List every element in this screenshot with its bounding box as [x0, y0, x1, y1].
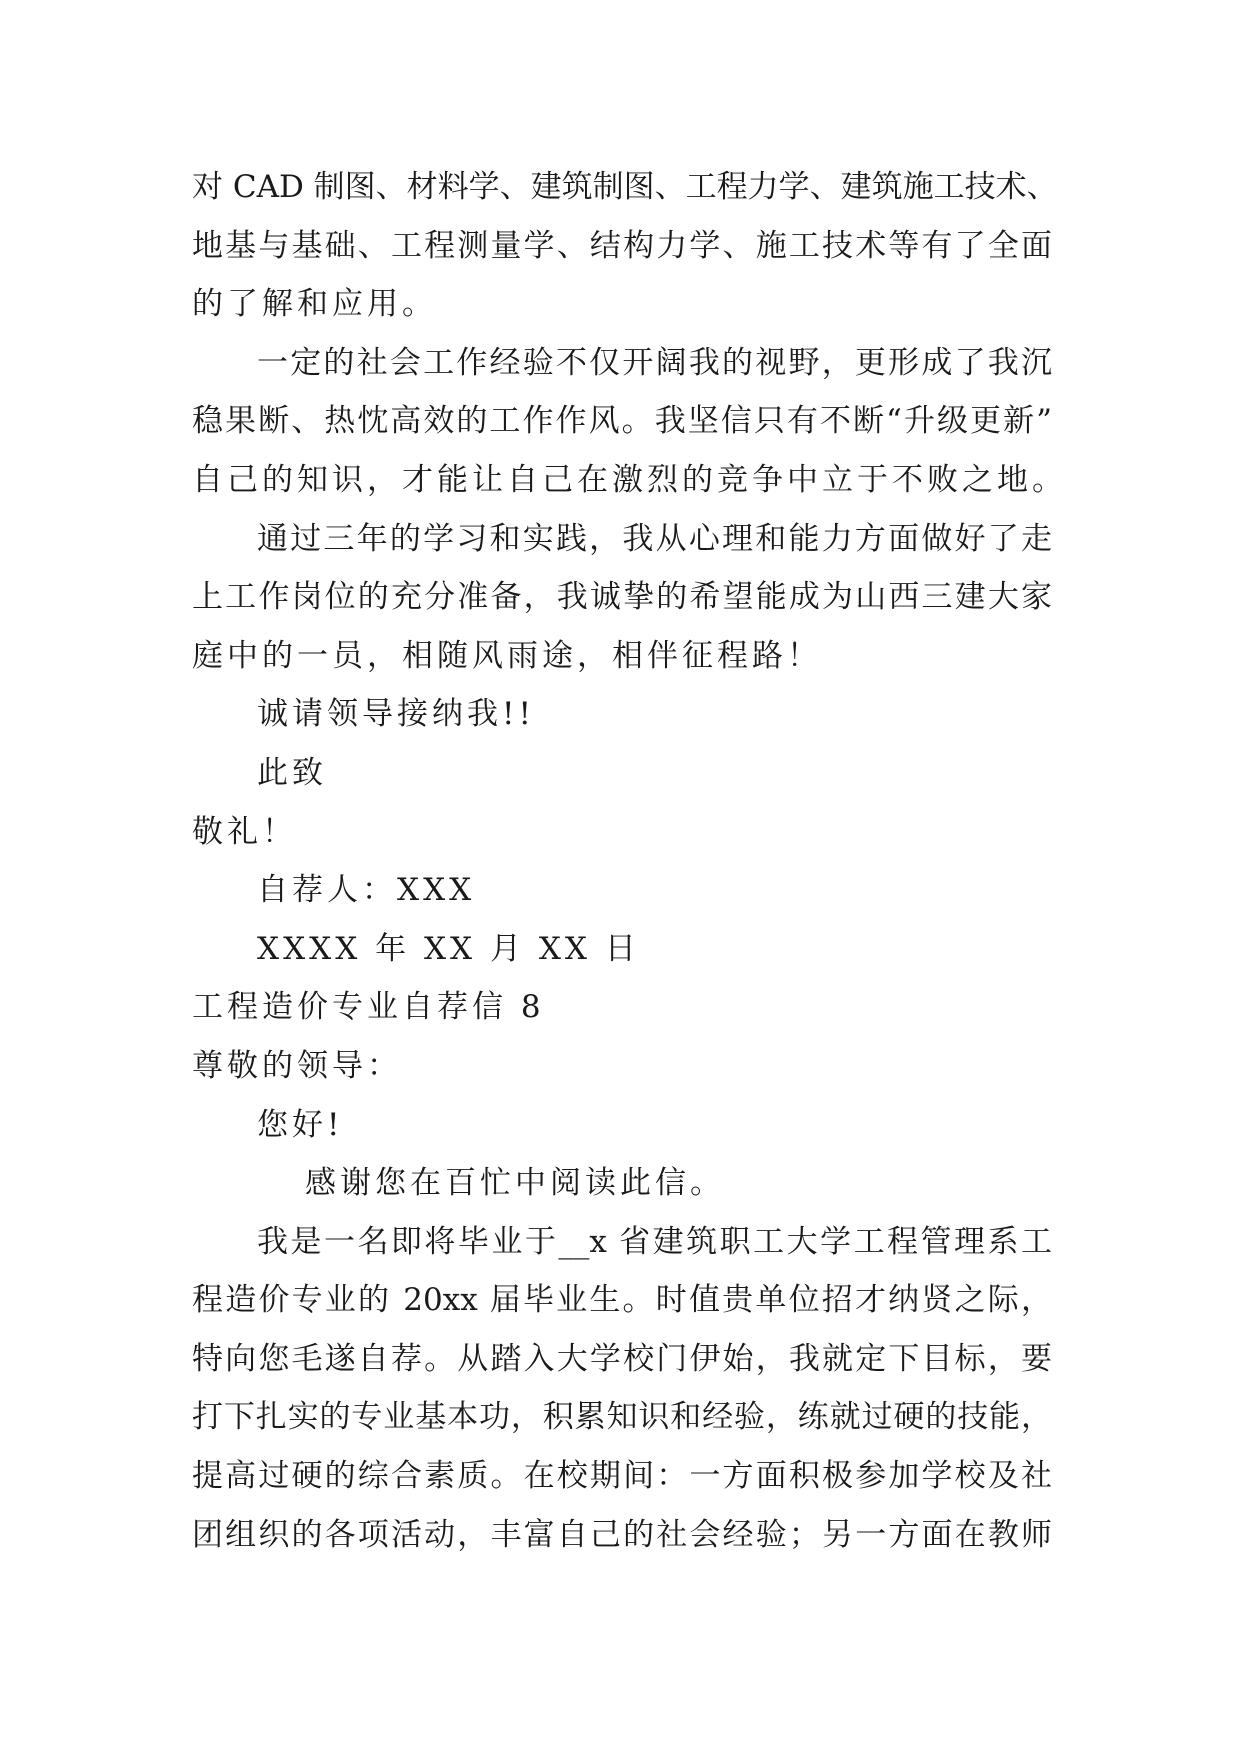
closing-salutation: 此致	[257, 754, 327, 791]
text-line: 打下扎实的专业基本功，积累知识和经验，练就过硬的技能，	[192, 1399, 1052, 1436]
closing-regards: 敬礼！	[192, 813, 297, 850]
text-line: 提高过硬的综合素质。在校期间：一方面积极参加学校及社	[192, 1458, 1052, 1495]
paragraph-start: 一定的社会工作经验不仅开阔我的视野，更形成了我沉	[257, 344, 1052, 381]
text-line: 地基与基础、工程测量学、结构力学、施工技术等有了全面	[192, 227, 1052, 264]
request-line: 诚请领导接纳我!!	[257, 696, 535, 733]
paragraph-start: 我是一名即将毕业于__x 省建筑职工大学工程管理系工	[257, 1223, 1052, 1260]
section-title: 工程造价专业自荐信 8	[192, 989, 545, 1026]
text-line: 稳果断、热忱高效的工作作风。我坚信只有不断“升级更新”	[192, 403, 1052, 440]
text-line: 程造价专业的 20xx 届毕业生。时值贵单位招才纳贤之际，	[192, 1282, 1052, 1319]
text-line: 庭中的一员，相随风雨途，相伴征程路！	[192, 637, 822, 674]
text-line: 团组织的各项活动，丰富自己的社会经验；另一方面在教师	[192, 1516, 1052, 1553]
text-line: 自己的知识，才能让自己在激烈的竞争中立于不败之地。	[192, 461, 1067, 498]
text-line: 上工作岗位的充分准备，我诚挚的希望能成为山西三建大家	[192, 579, 1052, 616]
signature-line: 自荐人：XXX	[257, 872, 476, 909]
greeting: 尊敬的领导：	[192, 1047, 402, 1084]
thanks-line: 感谢您在百忙中阅读此信。	[305, 1165, 725, 1202]
text-line: 的了解和应用。	[192, 286, 437, 323]
text-line: 对 CAD 制图、材料学、建筑制图、工程力学、建筑施工技术、	[192, 169, 1058, 205]
paragraph-start: 通过三年的学习和实践，我从心理和能力方面做好了走	[257, 520, 1052, 557]
date-line: XXXX 年 XX 月 XX 日	[257, 930, 640, 967]
greeting-hello: 您好!	[257, 1106, 344, 1143]
letter-body	[192, 158, 1067, 1564]
text-line: 特向您毛遂自荐。从踏入大学校门伊始，我就定下目标，要	[192, 1340, 1052, 1377]
